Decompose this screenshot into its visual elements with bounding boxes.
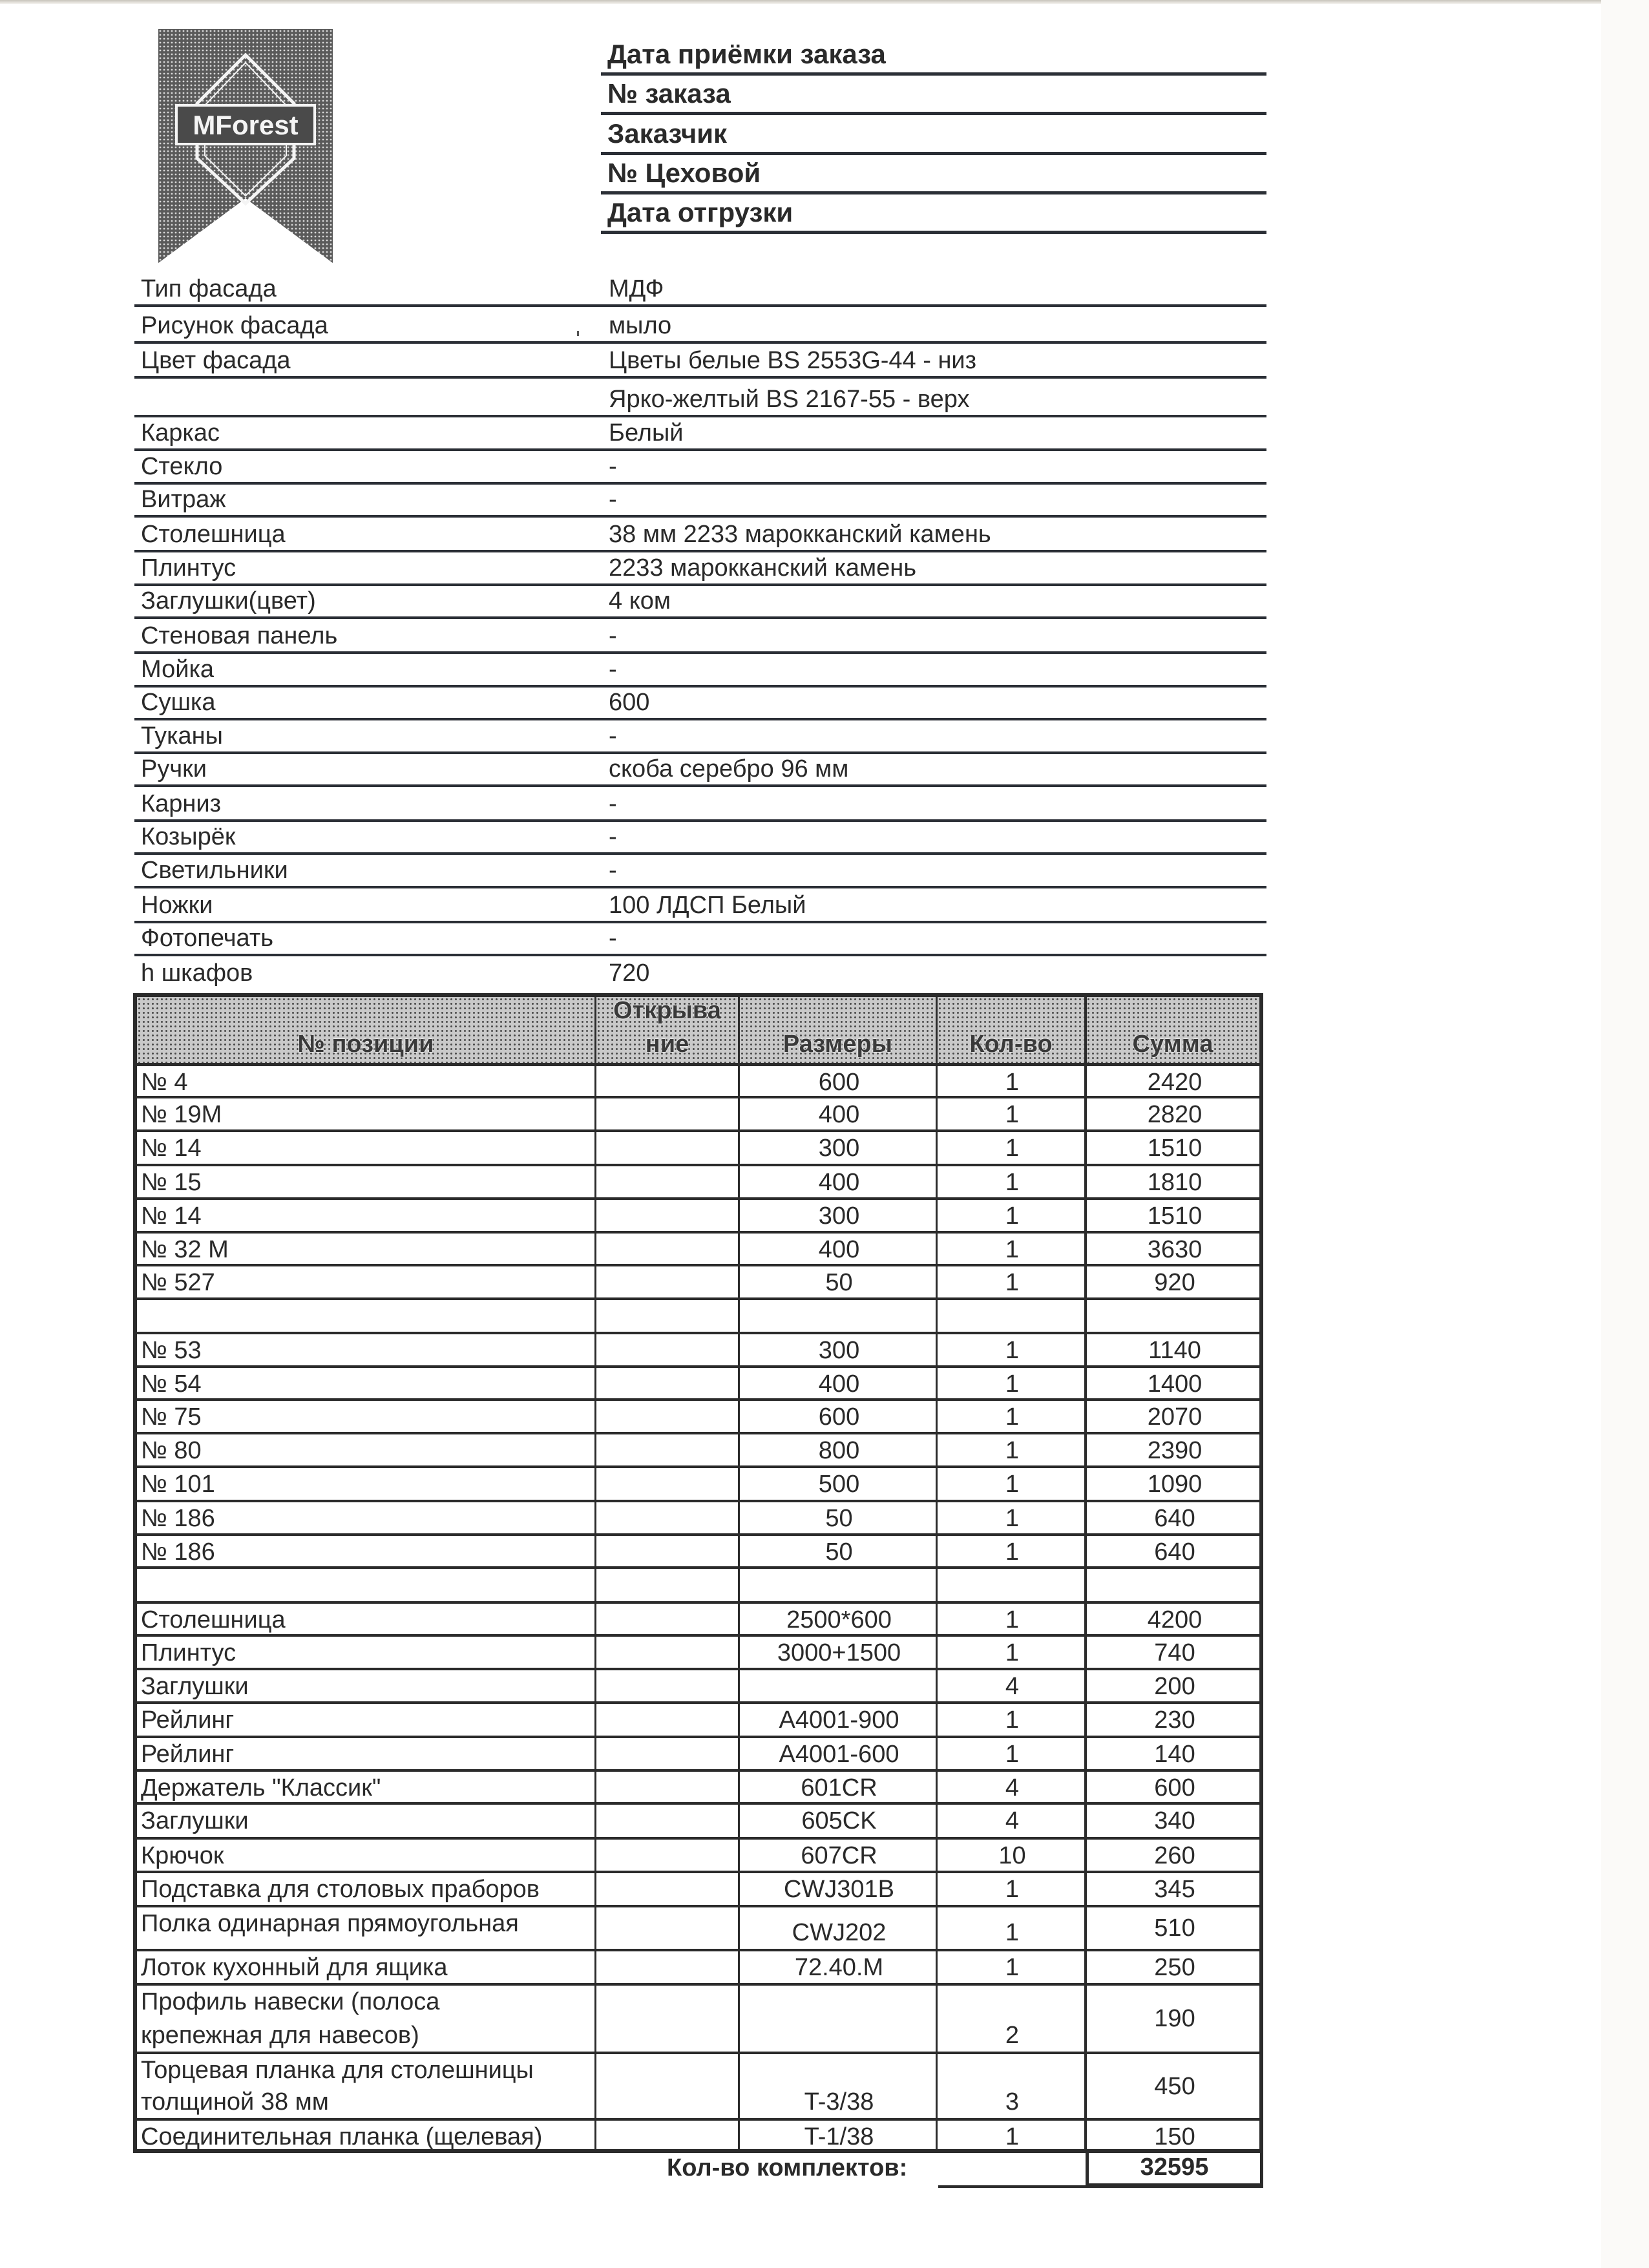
cell-position: Держатель "Классик" [141,1774,381,1801]
attribute-label: Столешница [141,521,286,548]
cell-qty: 1 [1005,1236,1020,1263]
cell-position: Рейлинг [141,1706,235,1734]
cell-qty: 1 [1005,1403,1020,1431]
scan-speck [577,331,579,336]
cell-opening [596,1502,738,1533]
attribute-row [134,518,1266,552]
table-row [133,1772,1263,1805]
table-row [133,1401,1263,1434]
table-row [133,1368,1263,1401]
header-sizes-label: Размеры [782,1031,893,1058]
cell-position: Рейлинг [141,1741,235,1768]
attribute-value[interactable]: - [609,656,617,683]
cell-size: 50 [825,1269,853,1296]
cell-sum: 640 [1154,1538,1195,1566]
cell-size: 500 [818,1471,860,1498]
scan-edge-top [0,0,1649,4]
attribute-label: h шкафов [141,960,253,987]
attribute-row [134,688,1266,720]
table-row [133,1536,1263,1569]
cell-sum: 510 [1154,1915,1195,1942]
cell-size: A4001-900 [779,1706,899,1734]
cell-position: Столешница [141,1606,286,1633]
header-qty-label: Кол-во [969,1031,1053,1058]
cell-qty: 2 [1005,2022,1020,2049]
attribute-label: Рисунок фасада [141,312,328,339]
cell-sum: 600 [1154,1774,1195,1801]
attribute-label: Козырёк [141,823,236,850]
table-row [133,1805,1263,1840]
cell-size: A4001-600 [779,1741,899,1768]
cell-size: 800 [818,1437,860,1464]
cell-position: Заглушки [141,1807,249,1834]
cell-position: Профиль навески (полоса [141,1988,440,2015]
logo-text: MForest [193,110,299,140]
column-divider [738,993,740,2153]
cell-position-line2: крепежная для навесов) [141,2022,419,2049]
cell-opening [596,1670,738,1701]
attribute-label: Сушка [141,689,216,716]
header-position-label: № позиции [297,1031,434,1058]
cell-size: 300 [818,1202,860,1230]
cell-position: № 32 М [141,1236,229,1263]
table-row [133,1986,1263,2054]
cell-size: 400 [818,1101,860,1128]
cell-sum: 190 [1154,2005,1195,2032]
attribute-value[interactable]: - [609,722,617,750]
cell-opening [596,1704,738,1736]
attribute-value[interactable]: 2233 марокканский камень [609,554,917,582]
cell-qty: 1 [1005,1370,1020,1398]
cell-position: № 101 [141,1471,215,1498]
attribute-label: Ручки [141,755,207,782]
cell-size: 3000+1500 [777,1639,901,1666]
cell-qty: 1 [1005,1606,1020,1633]
header-opening-label-2: ние [645,1031,689,1058]
header-sum-label: Сумма [1132,1031,1213,1058]
table-row [133,1502,1263,1536]
cell-sum: 640 [1154,1505,1195,1532]
attribute-row [134,923,1266,956]
cell-qty: 1 [1005,1876,1020,1903]
column-divider [594,993,596,2153]
attribute-value[interactable]: - [609,790,617,817]
cell-opening [596,1434,738,1465]
total-value: 32595 [1086,2149,1263,2188]
attribute-row [134,417,1266,451]
cell-qty: 1 [1005,1169,1020,1196]
attribute-row [134,552,1266,586]
cell-sum: 450 [1154,2072,1195,2100]
attribute-row [134,344,1266,379]
cell-qty: 4 [1005,1673,1020,1700]
table-row [133,1200,1263,1234]
table-row [133,1098,1263,1132]
cell-size: 400 [818,1370,860,1398]
attribute-label: Карниз [141,790,222,817]
cell-opening [596,1334,738,1365]
cell-qty: 1 [1005,1437,1020,1464]
cell-size: CWJ202 [792,1919,887,1946]
table-row [133,1637,1263,1670]
attribute-label: Плинтус [141,554,236,582]
table-row [133,1951,1263,1986]
attribute-row [134,451,1266,485]
cell-position: № 527 [141,1269,215,1296]
attribute-label: Туканы [141,722,223,750]
cell-position: № 53 [141,1337,202,1364]
cell-size: 607CR [801,1842,877,1869]
total-label: Кол-во комплектов: [667,2154,908,2181]
attribute-label: Заглушки(цвет) [141,587,316,614]
cell-size: 2500*600 [786,1606,892,1633]
table-row [133,1840,1263,1873]
cell-sum: 340 [1154,1807,1195,1834]
cell-position: № 186 [141,1505,215,1532]
total-underline [938,2185,1087,2188]
attribute-value[interactable]: 38 мм 2233 марокканский камень [609,521,991,548]
attribute-row [134,271,1266,307]
cell-qty: 1 [1005,1471,1020,1498]
attribute-row [134,485,1266,518]
cell-opening [596,1986,738,2052]
attribute-value[interactable]: - [609,857,617,884]
table-row [133,1266,1263,1300]
attribute-row [134,822,1266,855]
table-row [133,1604,1263,1637]
attribute-row [134,956,1266,989]
field-label: № Цеховой [607,158,761,188]
cell-position: Лоток кухонный для ящика [141,1954,448,1981]
attribute-value[interactable]: скоба серебро 96 мм [609,755,849,782]
cell-sum: 1510 [1147,1135,1203,1162]
cell-size: 400 [818,1236,860,1263]
attribute-row [134,720,1266,754]
table-row [133,1738,1263,1772]
cell-opening [596,1805,738,1837]
attribute-value[interactable]: 600 [609,689,650,716]
cell-size: T-3/38 [804,2088,874,2116]
attribute-value[interactable]: Ярко-желтый BS 2167-55 - верх [609,386,970,413]
field-order-date[interactable] [601,36,1266,76]
cell-sum: 230 [1154,1706,1195,1734]
cell-sum: 140 [1154,1741,1195,1768]
cell-sum: 1510 [1147,1202,1203,1230]
attribute-value[interactable]: - [609,486,617,513]
cell-position: Полка одинарная прямоугольная [141,1910,519,1937]
field-label: № заказа [607,78,731,109]
cell-sum: 3630 [1147,1236,1203,1263]
cell-sum: 2420 [1147,1069,1203,1096]
attribute-label: Стеновая панель [141,622,338,649]
cell-size: T-1/38 [804,2123,874,2150]
cell-sum: 1090 [1147,1471,1203,1498]
cell-opening [596,1604,738,1634]
attribute-row [134,379,1266,417]
cell-opening [596,1873,738,1905]
cell-sum: 2820 [1147,1101,1203,1128]
table-row [133,1066,1263,1098]
cell-position: № 54 [141,1370,202,1398]
field-shipping-date[interactable] [601,194,1266,234]
cell-size: 72.40.M [794,1954,884,1981]
cell-opening [596,1234,738,1264]
cell-qty: 1 [1005,2123,1020,2150]
cell-position: № 75 [141,1403,202,1431]
attribute-row [134,754,1266,787]
cell-opening [596,1166,738,1197]
cell-sum: 920 [1154,1269,1195,1296]
cell-size: 50 [825,1538,853,1566]
table-row [133,2121,1263,2152]
table-row [133,1166,1263,1200]
cell-position: № 4 [141,1069,188,1096]
field-label: Дата приёмки заказа [607,39,886,69]
cell-opening [596,2054,738,2118]
cell-qty: 1 [1005,1706,1020,1734]
cell-opening [596,1951,738,1983]
cell-qty: 1 [1005,1741,1020,1768]
cell-opening [596,1840,738,1871]
cell-size: 300 [818,1337,860,1364]
field-label: Дата отгрузки [607,197,793,227]
attribute-label: Витраж [141,486,226,513]
attribute-row [134,586,1266,619]
cell-qty: 1 [1005,1101,1020,1128]
table-row [133,1670,1263,1704]
field-customer[interactable] [601,116,1266,155]
cell-size: CWJ301B [783,1876,895,1903]
cell-qty: 1 [1005,1337,1020,1364]
cell-qty: 3 [1005,2088,1020,2116]
table-row [133,1300,1263,1334]
cell-sum: 200 [1154,1673,1195,1700]
attribute-label: Цвет фасада [141,347,291,374]
table-row [133,1907,1263,1951]
cell-opening [596,1738,738,1769]
attribute-label: Тип фасада [141,275,277,302]
cell-sum: 250 [1154,1954,1195,1981]
cell-position: № 15 [141,1169,202,1196]
cell-qty: 1 [1005,1919,1020,1946]
cell-size: 600 [818,1403,860,1431]
attribute-value[interactable]: Белый [609,419,684,446]
cell-position: № 14 [141,1135,202,1162]
attribute-label: Светильники [141,857,288,884]
column-divider [936,993,938,2153]
cell-opening [596,1401,738,1432]
cell-position-line2: толщиной 38 мм [141,2088,329,2116]
cell-opening [596,1536,738,1566]
cell-opening [596,1637,738,1668]
cell-size: 300 [818,1135,860,1162]
cell-sum: 260 [1154,1842,1195,1869]
cell-opening [596,1300,738,1332]
table-row [133,1569,1263,1604]
cell-size: 605CK [801,1807,877,1834]
cell-qty: 4 [1005,1807,1020,1834]
table-row [133,1234,1263,1266]
cell-opening [596,1132,738,1164]
field-label: Заказчик [607,118,728,149]
scan-edge-right [1601,0,1649,2268]
attribute-value[interactable]: - [609,622,617,649]
cell-qty: 10 [998,1842,1026,1869]
cell-sum: 150 [1154,2123,1195,2150]
table-row [133,1132,1263,1166]
cell-qty: 1 [1005,1505,1020,1532]
mforest-logo [158,29,333,263]
cell-position: Торцевая планка для столешницы [141,2057,534,2084]
cell-qty: 1 [1005,1639,1020,1666]
cell-position: Заглушки [141,1673,249,1700]
cell-sum: 1400 [1147,1370,1203,1398]
attribute-value[interactable]: мыло [609,312,672,339]
cell-opening [596,1098,738,1129]
attribute-value[interactable]: МДФ [609,275,664,302]
cell-position: № 186 [141,1538,215,1566]
cell-qty: 4 [1005,1774,1020,1801]
cell-sum: 345 [1154,1876,1195,1903]
cell-opening [596,1066,738,1096]
attribute-row [134,888,1266,923]
cell-qty: 1 [1005,1269,1020,1296]
table-row [133,1704,1263,1738]
attribute-row [134,307,1266,344]
table-row [133,1434,1263,1468]
cell-position: Крючок [141,1842,224,1869]
attribute-label: Фотопечать [141,925,274,952]
attribute-row [134,619,1266,654]
cell-qty: 1 [1005,1135,1020,1162]
cell-sum: 4200 [1147,1606,1203,1633]
cell-sum: 2070 [1147,1403,1203,1431]
cell-opening [596,1200,738,1231]
cell-position: Подставка для столовых праборов [141,1876,540,1903]
cell-size: 400 [818,1169,860,1196]
cell-qty: 1 [1005,1954,1020,1981]
cell-position: Плинтус [141,1639,236,1666]
cell-size: 50 [825,1505,853,1532]
attribute-value[interactable]: - [609,925,617,952]
cell-qty: 1 [1005,1538,1020,1566]
cell-sum: 1810 [1147,1169,1203,1196]
cell-position: Соединительная планка (щелевая) [141,2123,543,2150]
column-divider [1084,993,1087,2153]
cell-opening [596,1907,738,1949]
attribute-label: Ножки [141,892,213,919]
attribute-row [134,654,1266,688]
cell-size: 601CR [801,1774,877,1801]
cell-position: № 14 [141,1202,202,1230]
attribute-value[interactable]: - [609,453,617,480]
attribute-row [134,787,1266,822]
cell-opening [596,1468,738,1500]
attribute-value[interactable]: 100 ЛДСП Белый [609,892,806,919]
attribute-label: Каркас [141,419,220,446]
table-row [133,1873,1263,1907]
attribute-value[interactable]: - [609,823,617,850]
table-row [133,2054,1263,2121]
cell-opening [596,1569,738,1601]
cell-qty: 1 [1005,1202,1020,1230]
attribute-row [134,855,1266,888]
attribute-value[interactable]: 720 [609,960,650,987]
cell-sum: 1140 [1148,1337,1201,1364]
header-opening-label-1: Открыва [613,997,721,1024]
cell-opening [596,1266,738,1297]
attribute-value[interactable]: 4 ком [609,587,671,614]
table-row [133,1468,1263,1502]
cell-sum: 740 [1154,1639,1195,1666]
cell-size: 600 [818,1069,860,1096]
field-order-number[interactable] [601,76,1266,115]
cell-position: № 80 [141,1437,202,1464]
attribute-label: Мойка [141,656,215,683]
field-workshop-number[interactable] [601,155,1266,194]
attribute-value[interactable]: Цветы белые BS 2553G-44 - низ [609,347,977,374]
table-row [133,1334,1263,1368]
cell-opening [596,1368,738,1398]
cell-sum: 2390 [1147,1437,1203,1464]
cell-qty: 1 [1005,1069,1020,1096]
cell-opening [596,2121,738,2152]
attribute-label: Стекло [141,453,223,480]
cell-position: № 19М [141,1101,222,1128]
cell-opening [596,1772,738,1802]
